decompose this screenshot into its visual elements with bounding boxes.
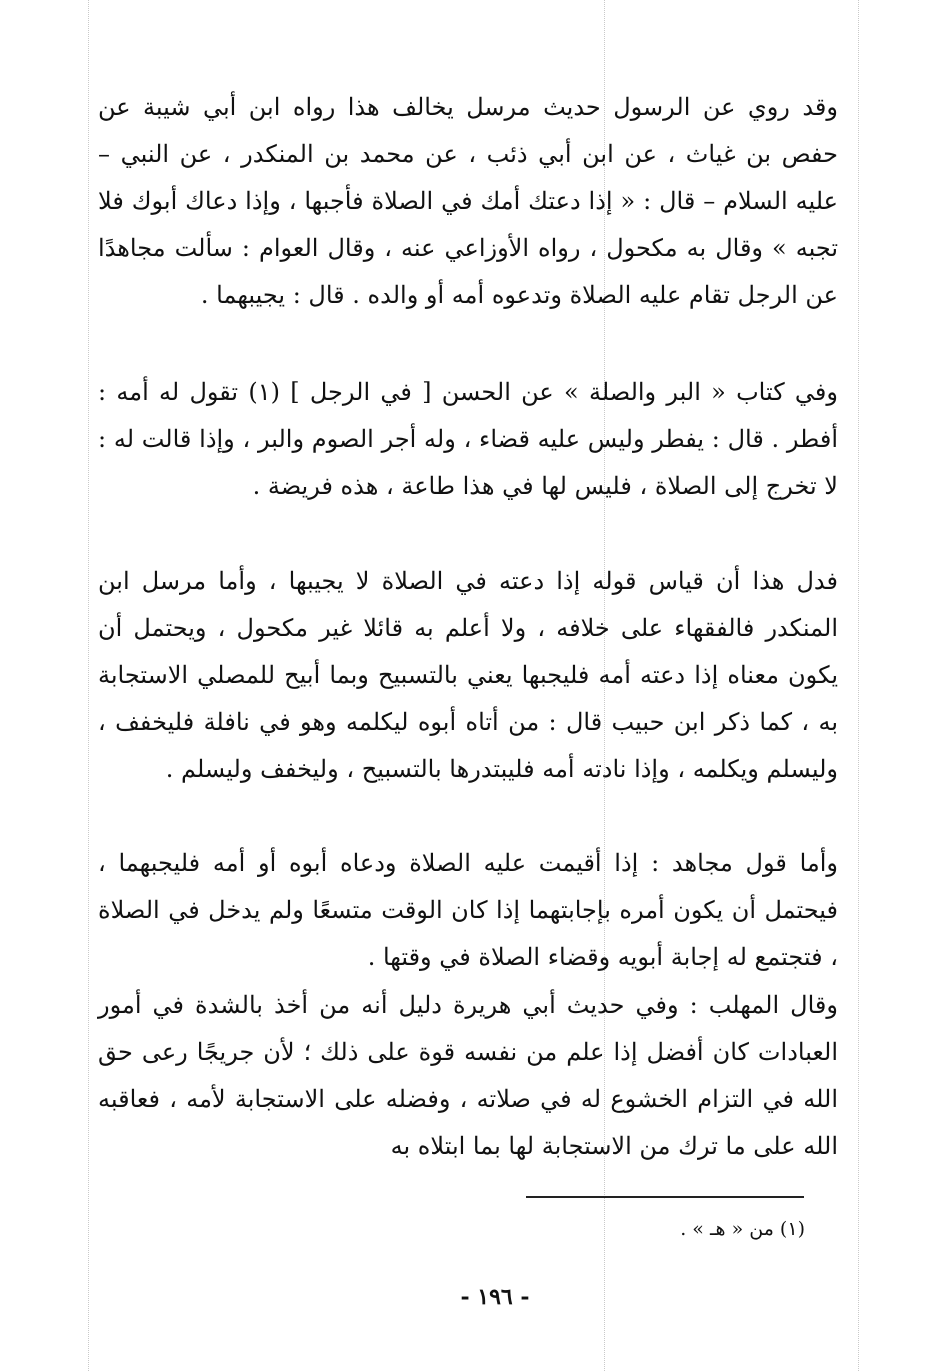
paragraph-5: وقال المهلب : وفي حديث أبي هريرة دليل أنه من أخذ بالشدة في أمور العبادات كان أفضل إذا علم من نفسه قوة على ذلك ؛ لأن جريجًا رعى حق الله في التزام الخشوع له في صلاته ، وفضله على الاستجابة لأمه ، فعاقبه الله على ما ترك من الاستجابة لها بما ابتلاه به <box>98 991 838 1160</box>
scan-artifact-line <box>858 0 859 1371</box>
paragraph-4: وأما قول مجاهد : إذا أقيمت عليه الصلاة ودعاه أبوه أو أمه فليجبهما ، فيحتمل أن يكون أمره بإجابتهما إذا كان الوقت متسعًا ولم يدخل في الصلاة ، فتجتمع له إجابة أبويه وقضاء الصلاة في وقتها . <box>98 849 838 971</box>
paragraph-2: وفي كتاب « البر والصلة » عن الحسن [ في الرجل ] (١) تقول له أمه : أفطر . قال : يفطر وليس عليه قضاء ، وله أجر الصوم والبر ، وإذا قالت له : لا تخرج إلى الصلاة ، فليس لها في هذا طاعة ، هذه فريضة . <box>98 378 838 500</box>
scan-artifact-line <box>88 0 89 1371</box>
footnote-separator <box>526 1196 804 1198</box>
paragraph-1: وقد روي عن الرسول حديث مرسل يخالف هذا رواه ابن أبي شيبة عن حفص بن غياث ، عن ابن أبي ذئب ، عن محمد بن المنكدر ، عن النبي – عليه السلام – قال : « إذا دعتك أمك في الصلاة فأجبها ، وإذا دعاك أبوك فلا تجبه » وقال به مكحول ، رواه الأوزاعي عنه ، وقال العوام : سألت مجاهدًا عن الرجل تقام عليه الصلاة وتدعوه أمه أو والده . قال : يجيبهما . <box>98 93 839 309</box>
page-number: - ١٩٦ - <box>460 1284 530 1310</box>
footnote: (١) من « هـ » . <box>680 1218 805 1240</box>
paragraph-3: فدل هذا أن قياس قوله إذا دعته في الصلاة لا يجيبها ، وأما مرسل ابن المنكدر فالفقهاء على خلافه ، ولا أعلم به قائلا غير مكحول ، ويحتمل أن يكون معناه إذا دعته أمه فليجبها يعني بالتسبيح وبما أبيح للمصلي الاستجابة به ، كما ذكر ابن حبيب قال : من أتاه أبوه ليكلمه وهو في نافلة فليخفف ، وليسلم ويكلمه ، وإذا نادته أمه فليبتدرها بالتسبيح ، وليخفف وليسلم . <box>98 567 838 783</box>
